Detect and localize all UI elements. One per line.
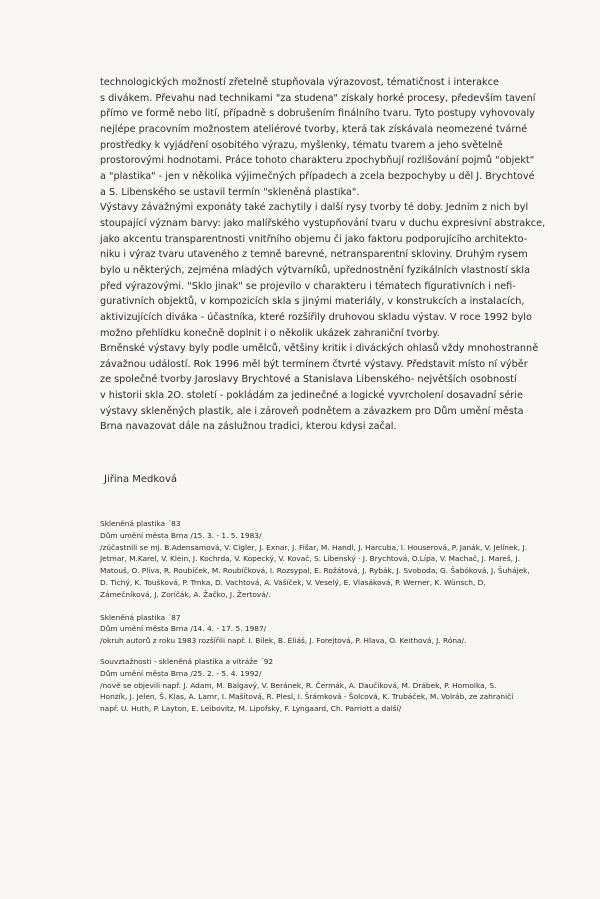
- reference-venue: Dům umění města Brna /25. 2. - 5. 4. 1992/: [100, 668, 262, 678]
- spacer: [100, 647, 570, 656]
- reference-title: Souvztažnosti - skleněná plastika a vitráže ´92: [100, 656, 274, 666]
- reference-block-1983: [100, 518, 570, 601]
- text-line: a S. Libenského se ustavil termín "skleněná plastika".: [100, 186, 360, 198]
- text-line: prostředky k vyjádření osobitého výrazu, myšlenky, tématu tvarem a jeho světelně: [100, 139, 503, 151]
- paragraph-3: [100, 341, 555, 435]
- text-line: technologických možností zřetelně stupňovala výrazovost, tématičnost i interakce: [100, 77, 499, 88]
- paragraph-2: [100, 200, 555, 341]
- text-line: výstavy skleněných plastik, ale i zároveň podnětem a závazkem pro Dům umění města: [100, 405, 524, 417]
- text-line: gurativních objektů, v kompozicích skla s jinými materiály, v konstrukcích a instalacích,: [100, 296, 525, 308]
- reference-line: Jetmar, M.Karel, V. Klein, J. Kochrda, V. Kopecký, V. Kovač, S. Libenský · J. Brychtová, O.Lípa, V. Machač, J. Mareš, J.: [100, 554, 520, 564]
- text-line: v historii skla 2O. století - pokládám za jedinečné a logické vyvrcholení dosavadní série: [100, 390, 523, 402]
- reference-line: Zámečníková, J. Zoríčák, A. Žačko, J. Žertová/.: [100, 589, 271, 599]
- reference-line: D. Tichý, K. Toušková, P. Trnka, D. Vachtová, A. Vašíček, V. Veselý, E. Vlasáková, P. Werner, K. Wünsch, D.: [100, 577, 486, 587]
- reference-venue: Dům umění města Brna /15. 3. - 1. 5. 1983/: [100, 530, 262, 540]
- reference-title: Skleněná plastika ´83: [100, 519, 181, 528]
- references: [100, 518, 570, 715]
- text-line: aktivizujících diváka - účastníka, které rozšířily druhovou skladu výstav. V roce 1992 bylo: [100, 311, 532, 323]
- body-text: [100, 75, 555, 435]
- reference-block-1992: [100, 656, 570, 715]
- text-line: možno přehlídku konečně doplnit i o několik ukázek zahraniční tvorby.: [100, 327, 440, 339]
- text-line: závažnou událostí. Rok 1996 měl být termínem čtvrté výstavy. Představit místo ní výběr: [100, 358, 528, 370]
- spacer: [100, 601, 570, 612]
- reference-line: Matouš, O. Plíva, R. Roubíček, M. Roubíčková, I. Rozsypal, E. Rožátová, J. Rybák, J. Svoboda, G. Šabóková, J. Šuhájek,: [100, 566, 530, 576]
- reference-title: Skleněná plastika ´87: [100, 612, 181, 622]
- text-line: niku i výraz tvaru utaveného z temně barevné, netransparentní skloviny. Druhým rysem: [100, 249, 528, 261]
- text-line: jako akcentu transparentnosti vnitřního objemu či jako faktoru podporujícího architekto-: [100, 233, 528, 245]
- text-line: prostorovými hodnotami. Práce tohoto charakteru zpochybňují rozlišování pojmů "objekt": [100, 155, 535, 167]
- text-line: nejlépe pracovním možnostem ateliérové tvorby, která tak získávala neomezené tvárné: [100, 123, 528, 135]
- reference-venue: Dům umění města Brna /14. 4. - 17. 5. 1987/: [100, 624, 267, 634]
- text-line: Brna navazovat dále na záslužnou tradici, kterou kdysi začal.: [100, 421, 397, 433]
- text-line: bylo u některých, zejména mladých výtvarníků, upřednostnění fyzikálních vlastností skla: [100, 264, 531, 276]
- text-line: Brněnské výstavy byly podle umělců, většiny kritik i diváckých ohlasů vždy mnohostranně: [100, 343, 539, 355]
- reference-line: /okruh autorů z roku 1983 rozšířili např. I. Bílek, B. Eliáš, J. Forejtová, P. Hlava, O. Keithová, J. Róna/.: [100, 636, 467, 646]
- text-line: a "plastika" - jen v několika výjimečných případech a zcela bezpochyby u děl J. Brychtové: [100, 170, 535, 182]
- text-line: přímo ve formě nebo lití, případně s dobrušením finálního tvaru. Tyto postupy vyhovovaly: [100, 108, 535, 120]
- text-line: ze společné tvorby Jaroslavy Brychtové a Stanislava Libenského- největších osobností: [100, 374, 517, 386]
- reference-line: Honzík, J. Jelen, Š. Klas, A. Lamr, I. Mašitová, R. Plesl, I. Šrámková - Šolcová, K. Trubáček, M. Volráb, ze zahraničí: [100, 692, 514, 702]
- text-line: stoupající význam barvy: jako malířského vystupňování tvaru v duchu expresivní abstrakce,: [100, 217, 546, 229]
- reference-line: /nově se objevili např. J. Adam, M. Balgavý, V. Beránek, R. Čermák, A. Daučíková, M. Drábek, P. Homolka, S.: [100, 680, 497, 690]
- text-line: Výstavy závažnými exponáty také zachytily i další rysy tvorby té doby. Jedním z nich byl: [100, 202, 529, 214]
- author-signature: Jiřina Medková: [104, 474, 177, 485]
- reference-line: /zúčastnili se mj. B.Adensamová, V. Cigler, J. Exnar, J. Fišar, M. Handl, J. Harcuba, I. Houserová, P. Janák, V. Jelínek, J.: [100, 542, 528, 552]
- paragraph-1: [100, 75, 555, 200]
- text-line: před výrazovými. "Sklo jinak" se projevilo v charakteru i tématech figurativních i nefi-: [100, 280, 516, 292]
- reference-line: např. U. Huth, P. Layton, E. Leibovitz, M. Lipofsky, F. Lyngaard, Ch. Parriott a další/: [100, 704, 402, 714]
- text-line: s divákem. Převahu nad technikami "za studena" získaly horké procesy, především tavení: [100, 92, 536, 104]
- reference-block-1987: [100, 612, 570, 647]
